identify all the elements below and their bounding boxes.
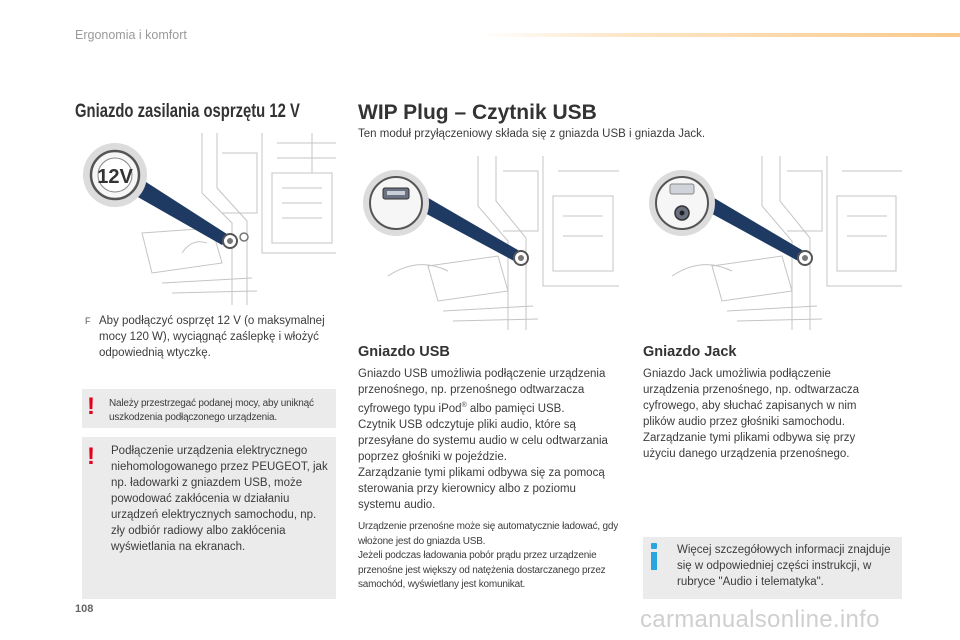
warning-icon: ! [87,443,95,470]
instruction-text: Aby podłączyć osprzęt 12 V (o maksymalnej mocy 120 W), wyciągnąć zaślepkę i włożyć odpowiednią wtyczkę. [99,315,325,359]
info-text: Więcej szczegółowych informacji znajduje się w odpowiedniej części instrukcji, w rubryce "Audio i telematyka". [677,544,891,588]
power-socket-title: Gniazdo zasilania osprzętu 12 V [75,101,300,122]
usb-notes [358,520,620,593]
usb-socket-illustration [358,156,619,330]
section-label: Ergonomia i komfort [75,28,187,42]
usb-paragraph-1 [358,366,620,417]
jack-paragraph-2: Zarządzanie tymi plikami odbywa się przy użyciu danego urządzenia przenośnego. [643,432,856,460]
usb-note-1: Urządzenie przenośne może się automatycznie ładować, gdy włożone jest do gniazda USB. [358,521,619,547]
wip-plug-intro: Ten moduł przyłączeniowy składa się z gniazda USB i gniazda Jack. [358,128,706,140]
jack-paragraph-1: Gniazdo Jack umożliwia podłączenie urządzenia przenośnego, np. odtwarzacza cyfrowego, aby słuchać zapisanych w nim plików audio przez głośniki samochodu. [643,368,860,428]
warning-interference-text: Podłączenie urządzenia elektrycznego niehomologowanego przez PEUGEOT, jak np. ładowarki z gniazdem USB, może powodować zakłócenia w działaniu urządzeń elektrycznych samochodu, np. zły odbiór radiowy albo zakłócenia wyświetlania na ekranach. [111,445,328,553]
usb-title: Gniazdo USB [358,344,450,360]
bullet-icon: F [85,316,91,326]
usb-p1-text: Gniazdo USB umożliwia podłączenie urządzenia przenośnego, np. przenośnego odtwarzacza cyfrowego typu iPod [358,368,606,415]
usb-paragraph-2: Czytnik USB odczytuje pliki audio, które są przesyłane do systemu audio w celu odtwarzania poprzez głośniki w pojeździe. [358,418,608,463]
power-socket-instruction [85,313,345,361]
usb-p1-end: albo pamięci USB. [466,402,565,415]
usb-note-2: Jeżeli podczas ładowania pobór prądu przez urządzenie przenośne jest większy od natężenia dostarczanego przez samochód, wyświetlany jest komunikat. [358,550,606,590]
header-accent-bar [478,33,960,37]
usb-description [358,366,620,513]
warning-box-power [82,389,336,428]
warning-power-text: Należy przestrzegać podanej mocy, aby uniknąć uszkodzenia podłączonego urządzenia. [109,398,314,423]
info-box [643,537,902,599]
jack-description [643,366,883,462]
jack-title: Gniazdo Jack [643,344,737,360]
12v-label: 12V [97,166,133,188]
info-icon [651,543,657,570]
warning-box-interference [82,437,336,599]
jack-socket-illustration [642,156,902,330]
warning-icon: ! [87,393,95,420]
page-number: 108 [75,603,94,615]
wip-plug-title: WIP Plug – Czytnik USB [358,101,597,124]
usb-paragraph-3: Zarządzanie tymi plikami odbywa się za pomocą sterowania przy kierownicy albo z poziomu systemu audio. [358,466,605,511]
registered-mark: ® [461,402,467,409]
watermark: carmanualsonline.info [640,606,880,633]
power-socket-illustration [82,133,336,305]
